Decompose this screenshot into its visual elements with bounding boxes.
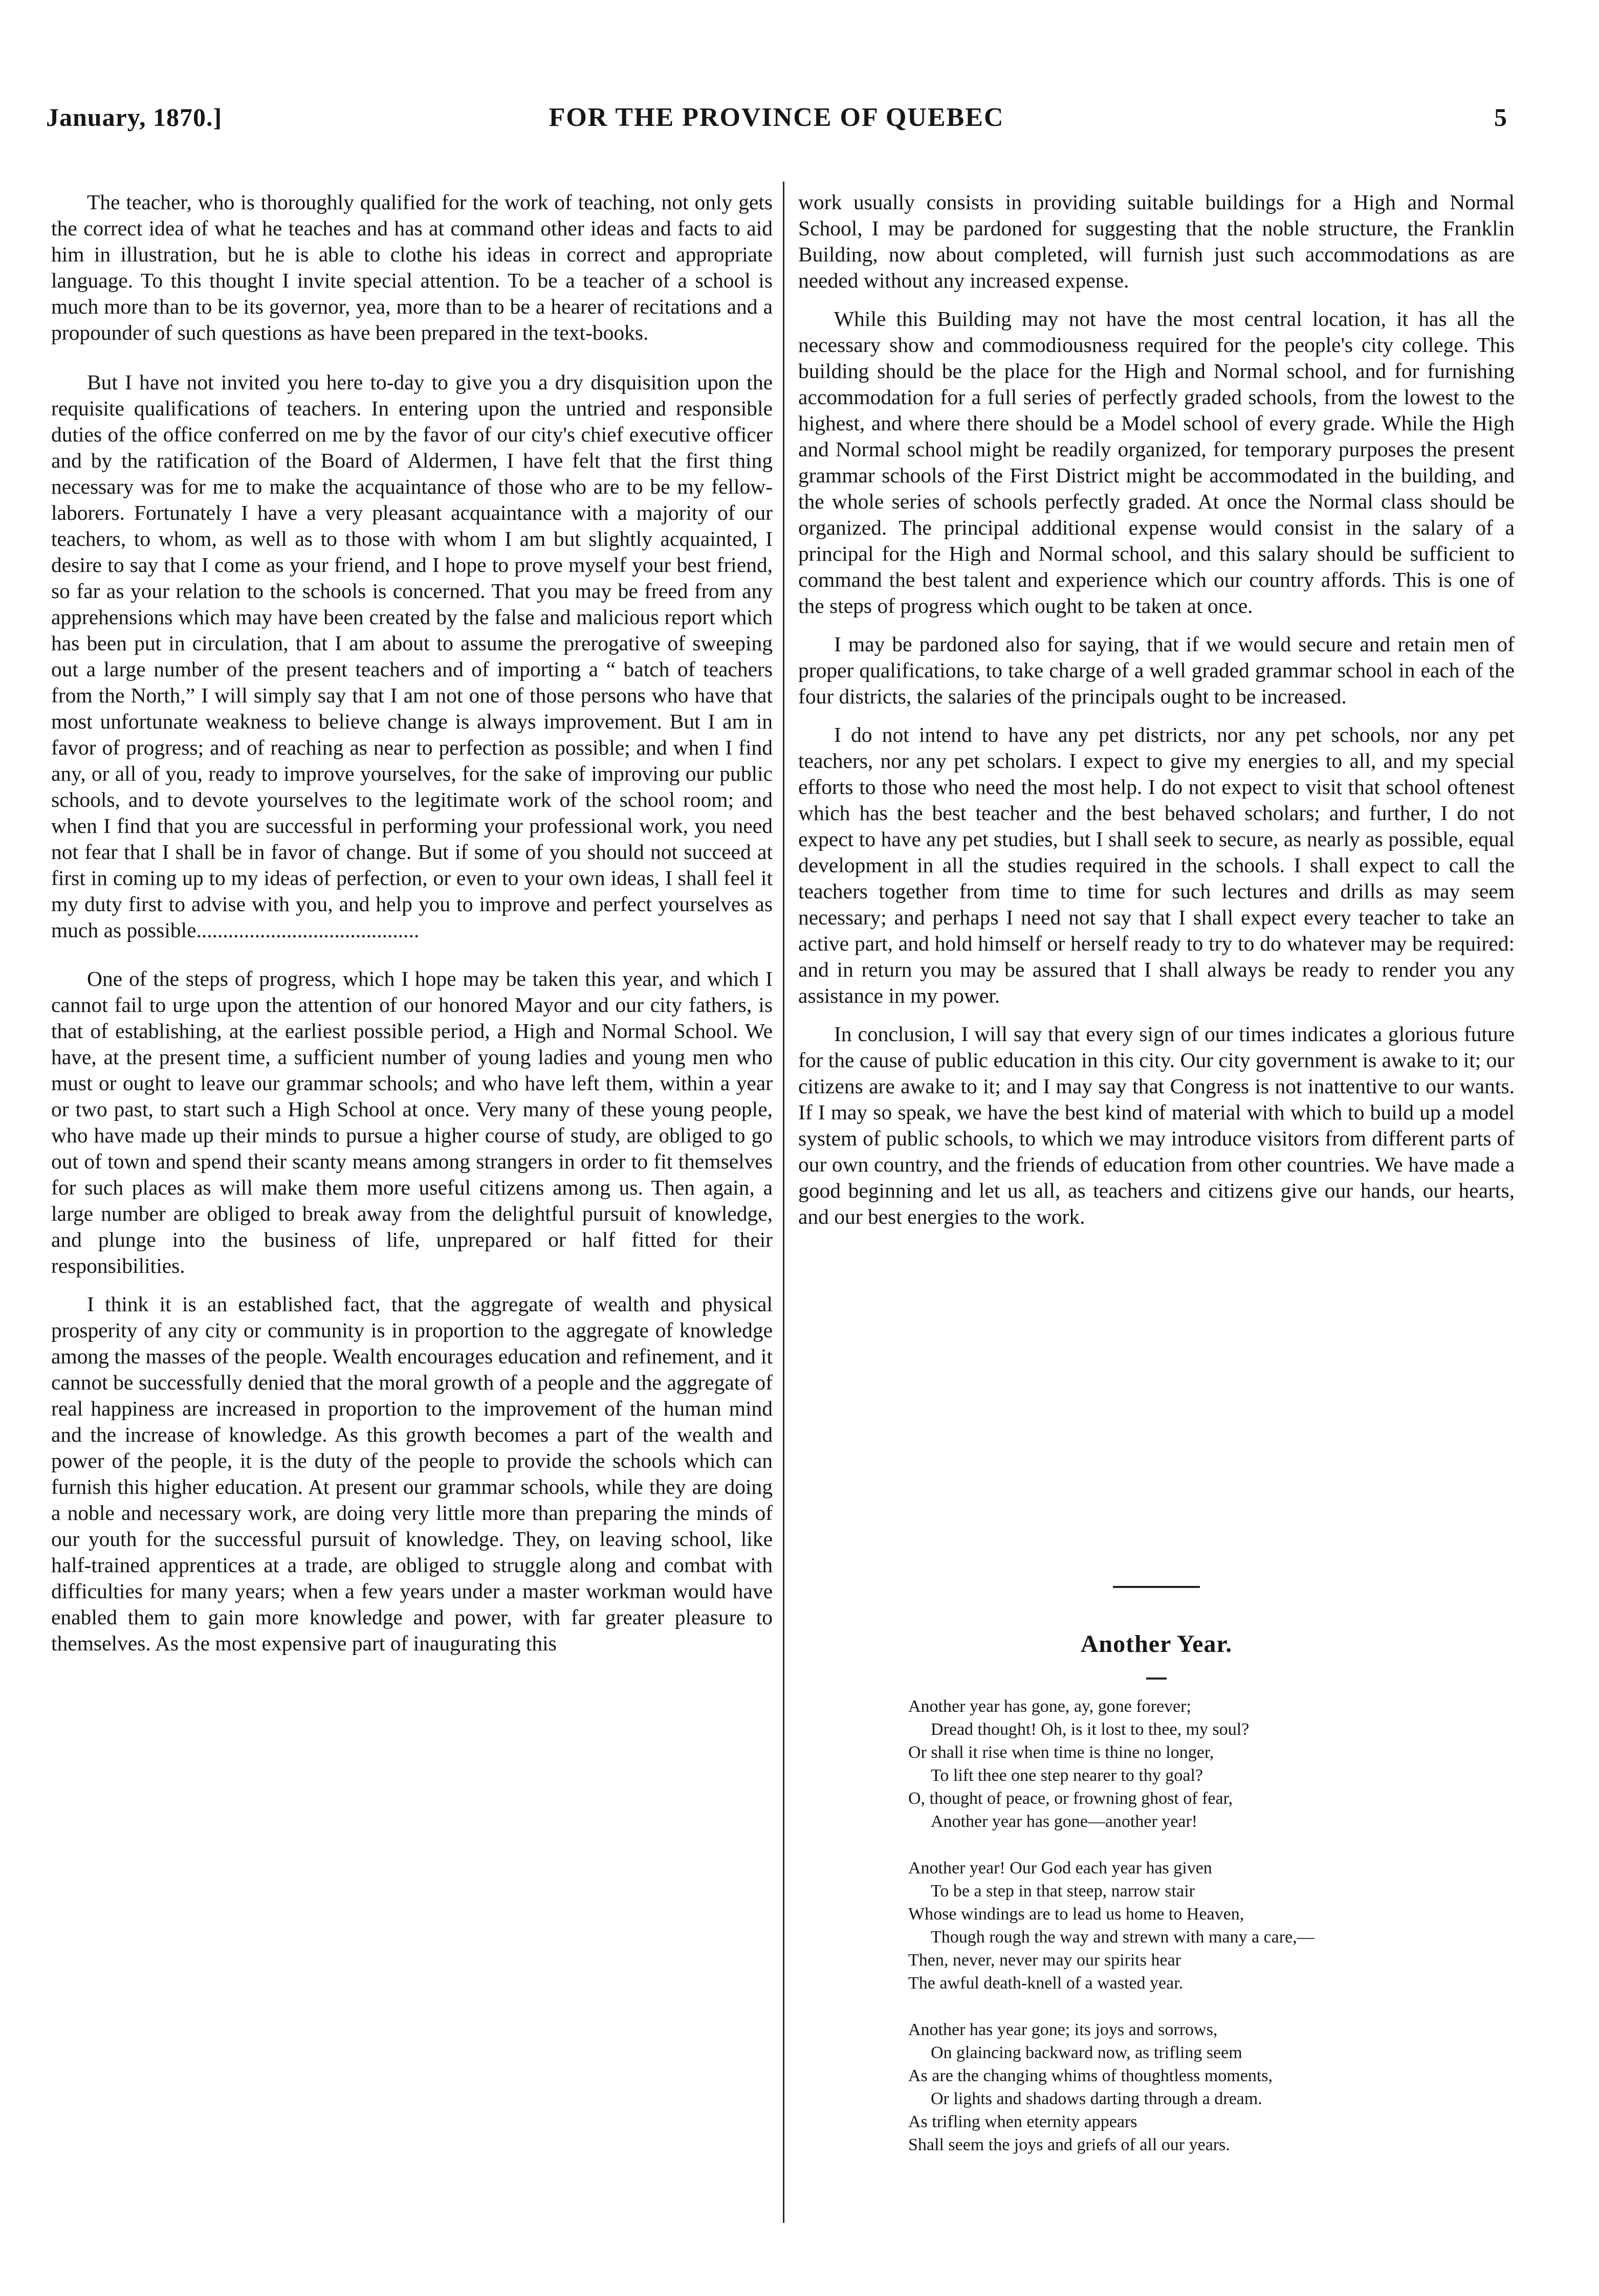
poem-stanza — [908, 1857, 1515, 1995]
poem-line: Then, never, never may our spirits hear — [908, 1951, 1181, 1970]
paragraph: I think it is an established fact, that the aggregate of wealth and physical prosperity of any city or community is in proportion to the aggregate of knowledge among the masses of the people. Wealth encourages education and refinement, and it cannot be successfully denied that the moral growth of a people and the aggregate of real happiness are increased in proportion to the improvement of the human mind and the increase of knowledge. As this growth becomes a part of the wealth and power of the people, it is the duty of the people to provide the schools which can furnish this higher education. At present our grammar schools, while they are doing a noble and necessary work, are doing very little more than preparing the minds of our youth for the successful pursuit of knowledge. They, on leaving school, like half-trained apprentices at a trade, are obliged to struggle along and combat with difficulties for many years; when a few years under a master workman would have enabled them to gain more knowledge and power, with far greater pleasure to themselves. As the most expensive part of inaugurating this — [51, 1292, 773, 1655]
paragraph: But I have not invited you here to-day to give you a dry disquisition upon the requisite qualifications of teachers. In entering upon the untried and responsible duties of the office conferred on me by the favor of our city's chief executive officer and by the ratification of the Board of Aldermen, I have felt that the first thing necessary was for me to make the acquaintance of those who are to be my fellow-laborers. Fortunately I have a very pleasant acquaintance with a majority of our teachers, to whom, as well as to those with whom I am but slightly acquainted, I desire to say that I come as your friend, and I hope to prove myself your best friend, so far as your relation to the schools is concerned. That you may be freed from any apprehensions which may have been created by the false and malicious report which has been put in circulation, that I am about to assume the prerogative of sweeping out a large number of the present teachers and of importing a “ batch of teachers from the North,” I will simply say that I am not one of those persons who have that most unfortunate weakness to believe change is always improvement. But I am in favor of progress; and of reaching as near to perfection as possible; and when I find any, or all of you, ready to improve yourselves, for the sake of improving our public schools, and to devote yourselves to the legitimate work of the school room; and when I find that you are successful in performing your professional work, you need not fear that I shall be in favor of change. But if some of you should not succeed at first in coming up to my ideas of perfection, or even to your own ideas, I shall feel it my duty first to advise with you, and help you to improve and perfect yourselves as much as possible.......................................... — [51, 370, 773, 942]
page-header — [46, 102, 1507, 143]
poem-title: Another Year. — [1080, 1630, 1233, 1658]
poem-line: Another has year gone; its joys and sorrows, — [908, 2020, 1218, 2039]
poem-line: As are the changing whims of thoughtless moments, — [908, 2066, 1273, 2085]
poem-line: As trifling when eternity appears — [908, 2112, 1137, 2131]
issue-date: January, 1870.] — [46, 103, 223, 131]
left-column — [51, 189, 773, 1669]
poem-line: To be a step in that steep, narrow stair — [931, 1882, 1195, 1901]
paragraph: I may be pardoned also for saying, that if we would secure and retain men of proper qualifications, to take charge of a well graded grammar school in each of the four districts, the salaries of the principals ought to be increased. — [798, 632, 1515, 708]
poem-line: Another year has gone, ay, gone forever; — [908, 1697, 1191, 1716]
poem-line: The awful death-knell of a wasted year. — [908, 1974, 1184, 1993]
paragraph: I do not intend to have any pet districts, nor any pet schools, nor any pet teachers, nor any pet scholars. I expect to give my energies to all, and my special efforts to those who need the most help. I do not expect to visit that school oftenest which has the best teacher and the best behaved scholars; and further, I do not expect to have any pet studies, but I shall seek to secure, as nearly as possible, equal development in all the studies required in the schools. I shall expect to call the teachers together from time to time for such lectures and drills as may seem necessary; and perhaps I need not say that I shall expect every teacher to take an active part, and hold himself or herself ready to try to do whatever may be required: and in return you may be assured that I shall always be ready to render you any assistance in my power. — [798, 723, 1515, 1007]
poem-line: Another year has gone—another year! — [931, 1812, 1198, 1831]
paragraph: In conclusion, I will say that every sign of our times indicates a glorious future for the cause of public education in this city. Our city government is awake to it; our citizens are awake to it; and I may say that Congress is not inattentive to our wants. If I may so speak, we have the best kind of material with which to build up a model system of public schools, to which we may introduce visitors from different parts of our own country, and the friends of education from other countries. We have made a good beginning and let us all, as teachers and citizens give our hands, our hearts, and our best energies to the work. — [798, 1022, 1515, 1228]
right-column — [798, 189, 1515, 1242]
poem-line: Shall seem the joys and griefs of all our years. — [908, 2135, 1230, 2154]
poem-line: O, thought of peace, or frowning ghost of fear, — [908, 1789, 1233, 1808]
title-dash — [1146, 1677, 1167, 1680]
poem-line: On glaincing backward now, as trifling seem — [931, 2043, 1242, 2062]
paragraph: The teacher, who is thoroughly qualified for the work of teaching, not only gets the correct idea of what he teaches and has at command other ideas and facts to aid him in illustration, but he is able to clothe his ideas in correct and appropriate language. To this thought I invite special attention. To be a teacher of a school is much more than to be its governor, yea, more than to be a hearer of recitations and a propounder of such questions as have been prepared in the text-books. — [51, 190, 773, 344]
paragraph: One of the steps of progress, which I hope may be taken this year, and which I cannot fail to urge upon the attention of our honored Mayor and our city fathers, is that of establishing, at the earliest possible period, a High and Normal School. We have, at the present time, a sufficient number of young ladies and young men who must or ought to leave our grammar schools; and who have left them, within a year or two past, to start such a High School at once. Very many of these young people, who have made up their minds to pursue a higher course of study, are obliged to go out of town and spend their scanty means among strangers in order to fit themselves for such places as will make them more useful citizens among us. Then again, a large number are obliged to break away from the delightful pursuit of knowledge, and plunge into the business of life, unprepared or half fitted for their responsibilities. — [51, 967, 773, 1277]
poem-line: Dread thought! Oh, is it lost to thee, my soul? — [931, 1720, 1250, 1739]
poem-line: Whose windings are to lead us home to Heaven, — [908, 1905, 1244, 1924]
paragraph: While this Building may not have the most central location, it has all the necessary show and commodiousness required for the people's city college. This building should be the place for the High and Normal school, and for furnishing accommodation for a full series of perfectly graded schools, from the lowest to the highest, and where there should be a Model school of every grade. While the High and Normal school might be readily organized, for temporary purposes the present grammar schools of the First District might be accommodated in the building, and the whole series of schools perfectly graded. At once the Normal class should be organized. The principal additional expense would consist in the salary of a principal for the High and Normal school, and this salary should be sufficient to command the best talent and experience which our country affords. This is one of the steps of progress which ought to be taken at once. — [798, 307, 1515, 617]
poem-line: Or lights and shadows darting through a dream. — [931, 2089, 1262, 2108]
poem-stanza — [908, 2018, 1515, 2156]
poem — [798, 1586, 1515, 2180]
poem-line: Though rough the way and strewn with many a care,— — [931, 1928, 1315, 1947]
poem-line: Another year! Our God each year has given — [908, 1859, 1212, 1878]
poem-line: To lift thee one step nearer to thy goal? — [931, 1766, 1203, 1785]
section-rule — [1113, 1586, 1200, 1588]
poem-line: Or shall it rise when time is thine no longer, — [908, 1743, 1214, 1762]
running-title: FOR THE PROVINCE OF QUEBEC — [549, 103, 1004, 132]
paragraph: work usually consists in providing suitable buildings for a High and Normal School, I may be pardoned for suggesting that the noble structure, the Franklin Building, now about completed, will furnish just such accommodations as are needed without any increased expense. — [798, 190, 1515, 292]
column-divider — [783, 182, 784, 2223]
page-number: 5 — [1494, 103, 1507, 131]
poem-stanza — [908, 1695, 1515, 1833]
